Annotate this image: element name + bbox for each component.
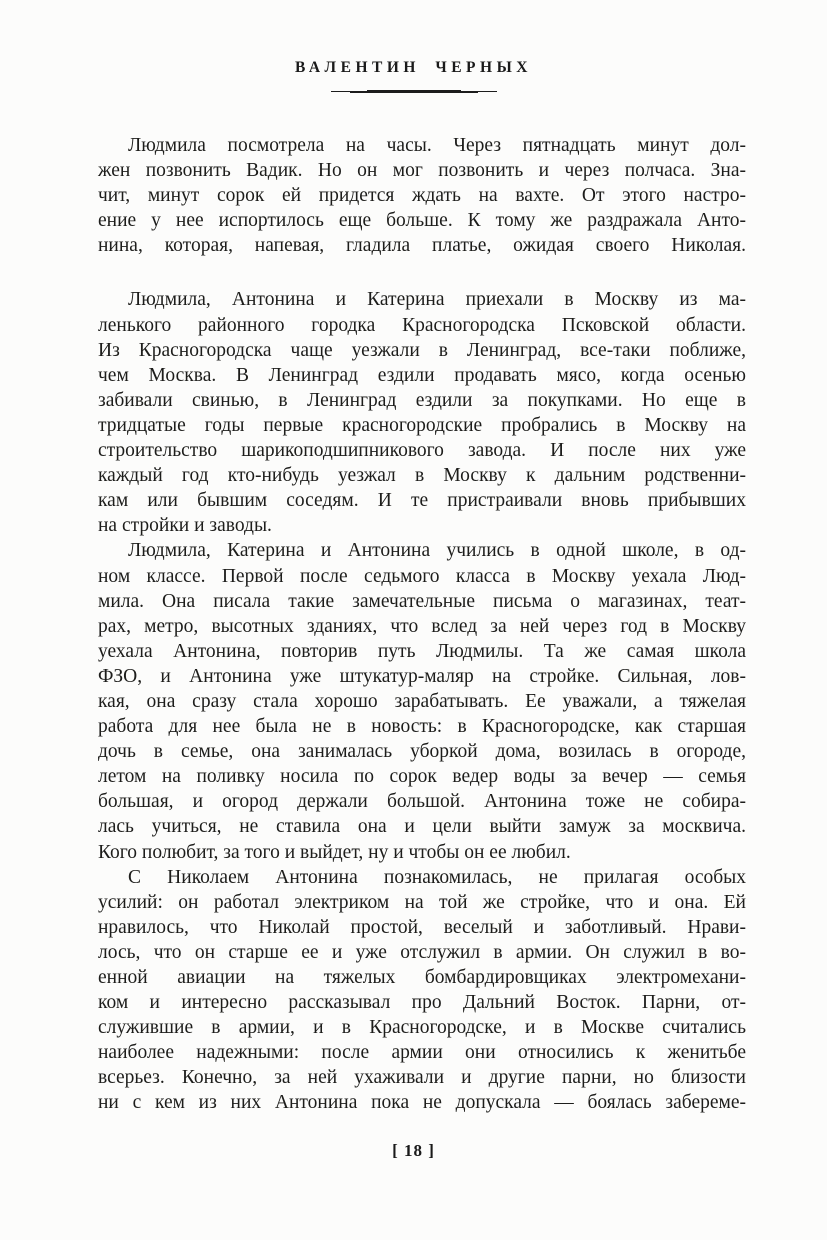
text-line: Из Красногородска чаще уезжали в Ленинград, все-таки поближе, [98,339,746,361]
text-line: лось, что он старше ее и уже отслужил в армии. Он служил в во- [98,941,746,963]
text-block [98,133,746,1116]
paragraph [98,287,746,538]
text-line: рах, метро, высотных зданиях, что вслед за ней через год в Москву [98,615,746,637]
text-line: большая, и огород держали большой. Антонина тоже не собира- [98,791,746,813]
text-line: усилий: он работал электриком на той же стройке, что и она. Ей [98,891,746,913]
text-line: чит, минут сорок ей придется ждать на вахте. От этого настро- [98,185,746,207]
paragraph [98,133,746,258]
text-line: ленького районного городка Красногородска Псковской области. [98,314,746,336]
text-line: ФЗО, и Антонина уже штукатур-маляр на стройке. Сильная, лов- [98,665,746,687]
text-line: забивали свинью, в Ленинград ездили за покупками. Но еще в [98,389,746,411]
page-number: [ 18 ] [392,1141,435,1160]
text-line: жен позвонить Вадик. Но он мог позвонить и через полчаса. Зна- [98,160,746,182]
paragraph [98,538,746,864]
text-line: мила. Она писала такие замечательные письма о магазинах, теат- [98,590,746,612]
text-line: Людмила, Антонина и Катерина приехали в Москву из ма- [128,289,746,311]
divider-ornament [331,88,497,96]
paragraph [98,865,746,1116]
text-line: Людмила, Катерина и Антонина учились в одной школе, в од- [128,540,746,562]
text-line: служившие в армии, и в Красногородске, и в Москве считались [98,1017,746,1039]
text-line: дочь в семье, она занималась уборкой дома, возилась в огороде, [98,741,746,763]
text-line: наиболее надежными: после армии они относились к женитьбе [98,1042,746,1064]
text-line: Людмила посмотрела на часы. Через пятнадцать минут дол- [128,135,746,156]
text-line: работа для нее была не в новость: в Красногородске, как старшая [98,716,746,738]
text-line: енной авиации на тяжелых бомбардировщиках электромехани- [98,967,746,988]
text-line: тридцатые годы первые красногородские пробрались в Москву на [98,414,746,436]
running-head-author: ВАЛЕНТИН ЧЕРНЫХ [295,59,532,76]
text-line: С Николаем Антонина познакомилась, не прилагая особых [128,866,746,888]
header-divider-rule [0,88,827,96]
text-line: ном классе. Первой после седьмого класса в Москву уехала Люд- [98,565,746,587]
text-line: уехала Антонина, повторив путь Людмилы. Та же самая школа [98,640,746,662]
text-line: Кого полюбит, за того и выйдет, ну и чтобы он ее любил. [98,841,571,863]
text-line: чем Москва. В Ленинград ездили продавать мясо, когда осенью [98,364,746,386]
text-line: кам или бывшим соседям. И те пристраивали вновь прибывших [98,490,746,512]
text-line: на стройки и заводы. [98,515,272,537]
text-line: всерьез. Конечно, за ней ухаживали и другие парни, но близости [98,1067,746,1089]
text-line: лась учиться, не ставила она и цели выйти замуж за москвича. [98,816,746,838]
text-line: летом на поливку носила по сорок ведер воды за вечер — семья [98,766,746,788]
text-line: каждый год кто-нибудь уезжал в Москву к дальним родственни- [98,465,746,487]
text-line: кая, она сразу стала хорошо зарабатывать. Ее уважали, а тяжелая [98,690,746,712]
text-line: ение у нее испортилось еще больше. К тому же раздражала Анто- [98,210,746,232]
text-line: ни с кем из них Антонина пока не допускала — боялась забереме- [98,1092,746,1114]
text-line: нина, которая, напевая, гладила платье, ожидая своего Николая. [98,235,746,257]
divider-thick-line [367,90,461,93]
text-line: строительство шарикоподшипникового завода. И после них уже [98,440,746,462]
text-line: ком и интересно рассказывал про Дальний Восток. Парни, от- [98,992,746,1014]
text-line: нравилось, что Николай простой, веселый и заботливый. Нрави- [98,916,746,938]
